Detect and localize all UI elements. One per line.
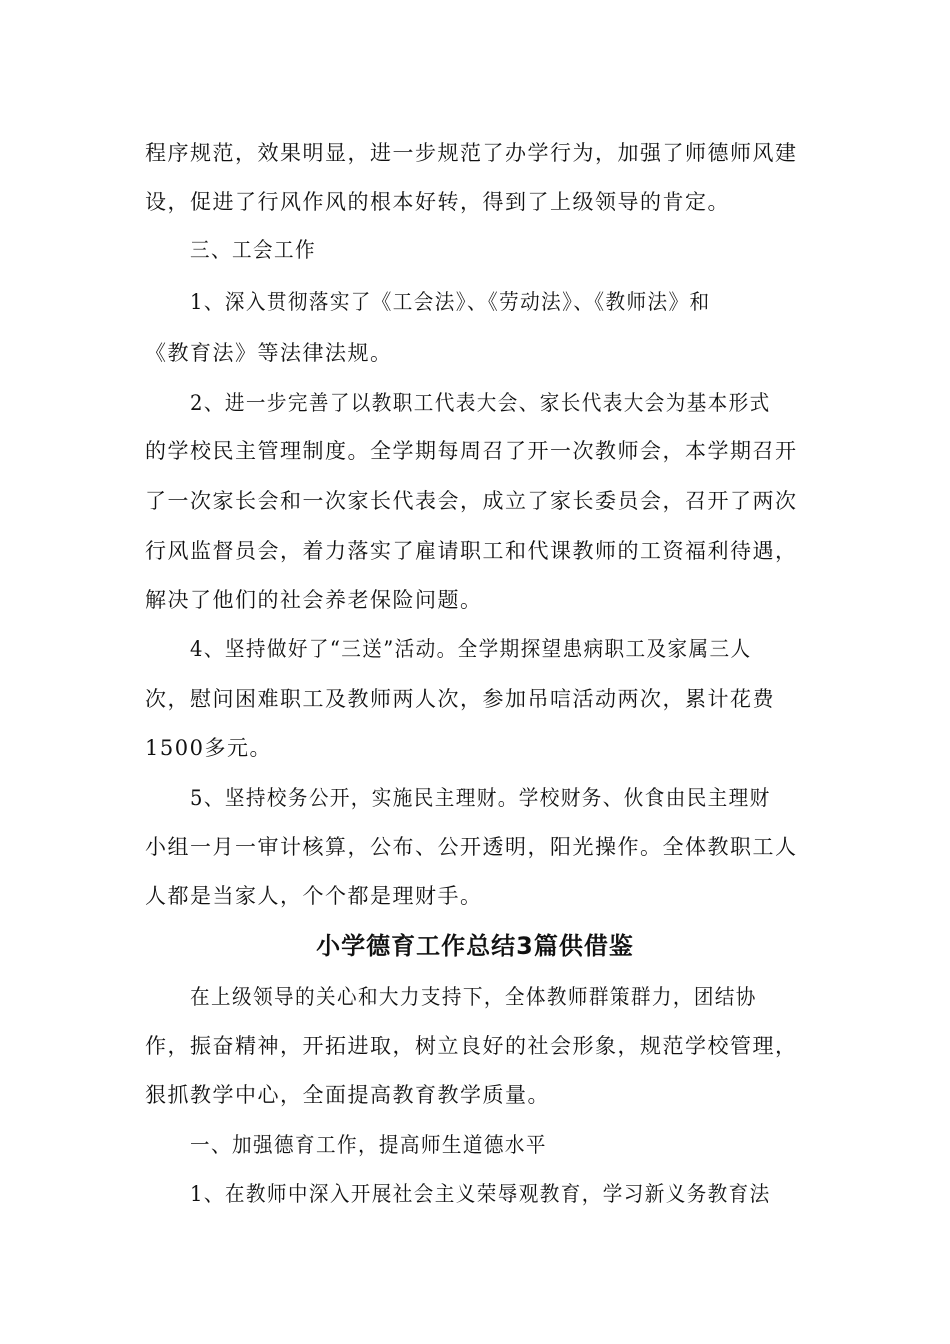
paragraph-line: 人都是当家人，个个都是理财手。 (145, 884, 483, 908)
paragraph-line: 2、进一步完善了以教职工代表大会、家长代表大会为基本形式 (190, 391, 771, 415)
paragraph-line: 在上级领导的关心和大力支持下，全体教师群策群力，团结协 (190, 985, 757, 1009)
section-heading: 一、加强德育工作，提高师生道德水平 (190, 1133, 547, 1157)
paragraph-line: 1、在教师中深入开展社会主义荣辱观教育，学习新义务教育法 (190, 1182, 771, 1206)
paragraph-line: 设，促进了行风作风的根本好转，得到了上级领导的肯定。 (145, 190, 730, 214)
paragraph-line: 解决了他们的社会养老保险问题。 (145, 588, 483, 612)
paragraph-line: 狠抓教学中心，全面提高教育教学质量。 (145, 1083, 550, 1107)
paragraph-line: 1500多元。 (145, 736, 272, 760)
paragraph-line: 《教育法》等法律法规。 (145, 341, 393, 365)
section-heading: 三、工会工作 (190, 238, 316, 262)
paragraph-line: 了一次家长会和一次家长代表会，成立了家长委员会，召开了两次 (145, 489, 798, 513)
paragraph-line: 作，振奋精神，开拓进取，树立良好的社会形象，规范学校管理， (145, 1034, 798, 1058)
paragraph-line: 4、坚持做好了“三送”活动。全学期探望患病职工及家属三人 (190, 637, 752, 661)
paragraph-line: 小组一月一审计核算，公布、公开透明，阳光操作。全体教职工人 (145, 835, 798, 859)
paragraph-line: 的学校民主管理制度。全学期每周召了开一次教师会，本学期召开 (145, 439, 798, 463)
document-title: 小学德育工作总结3篇供借鉴 (316, 932, 634, 960)
paragraph-line: 程序规范，效果明显，进一步规范了办学行为，加强了师德师风建 (145, 141, 798, 165)
paragraph-line: 次，慰问困难职工及教师两人次，参加吊唁活动两次，累计花费 (145, 687, 775, 711)
paragraph-line: 1、深入贯彻落实了《工会法》、《劳动法》、《教师法》和 (190, 290, 711, 314)
paragraph-line: 行风监督员会，着力落实了雇请职工和代课教师的工资福利待遇， (145, 539, 798, 563)
paragraph-line: 5、坚持校务公开，实施民主理财。学校财务、伙食由民主理财 (190, 786, 771, 810)
